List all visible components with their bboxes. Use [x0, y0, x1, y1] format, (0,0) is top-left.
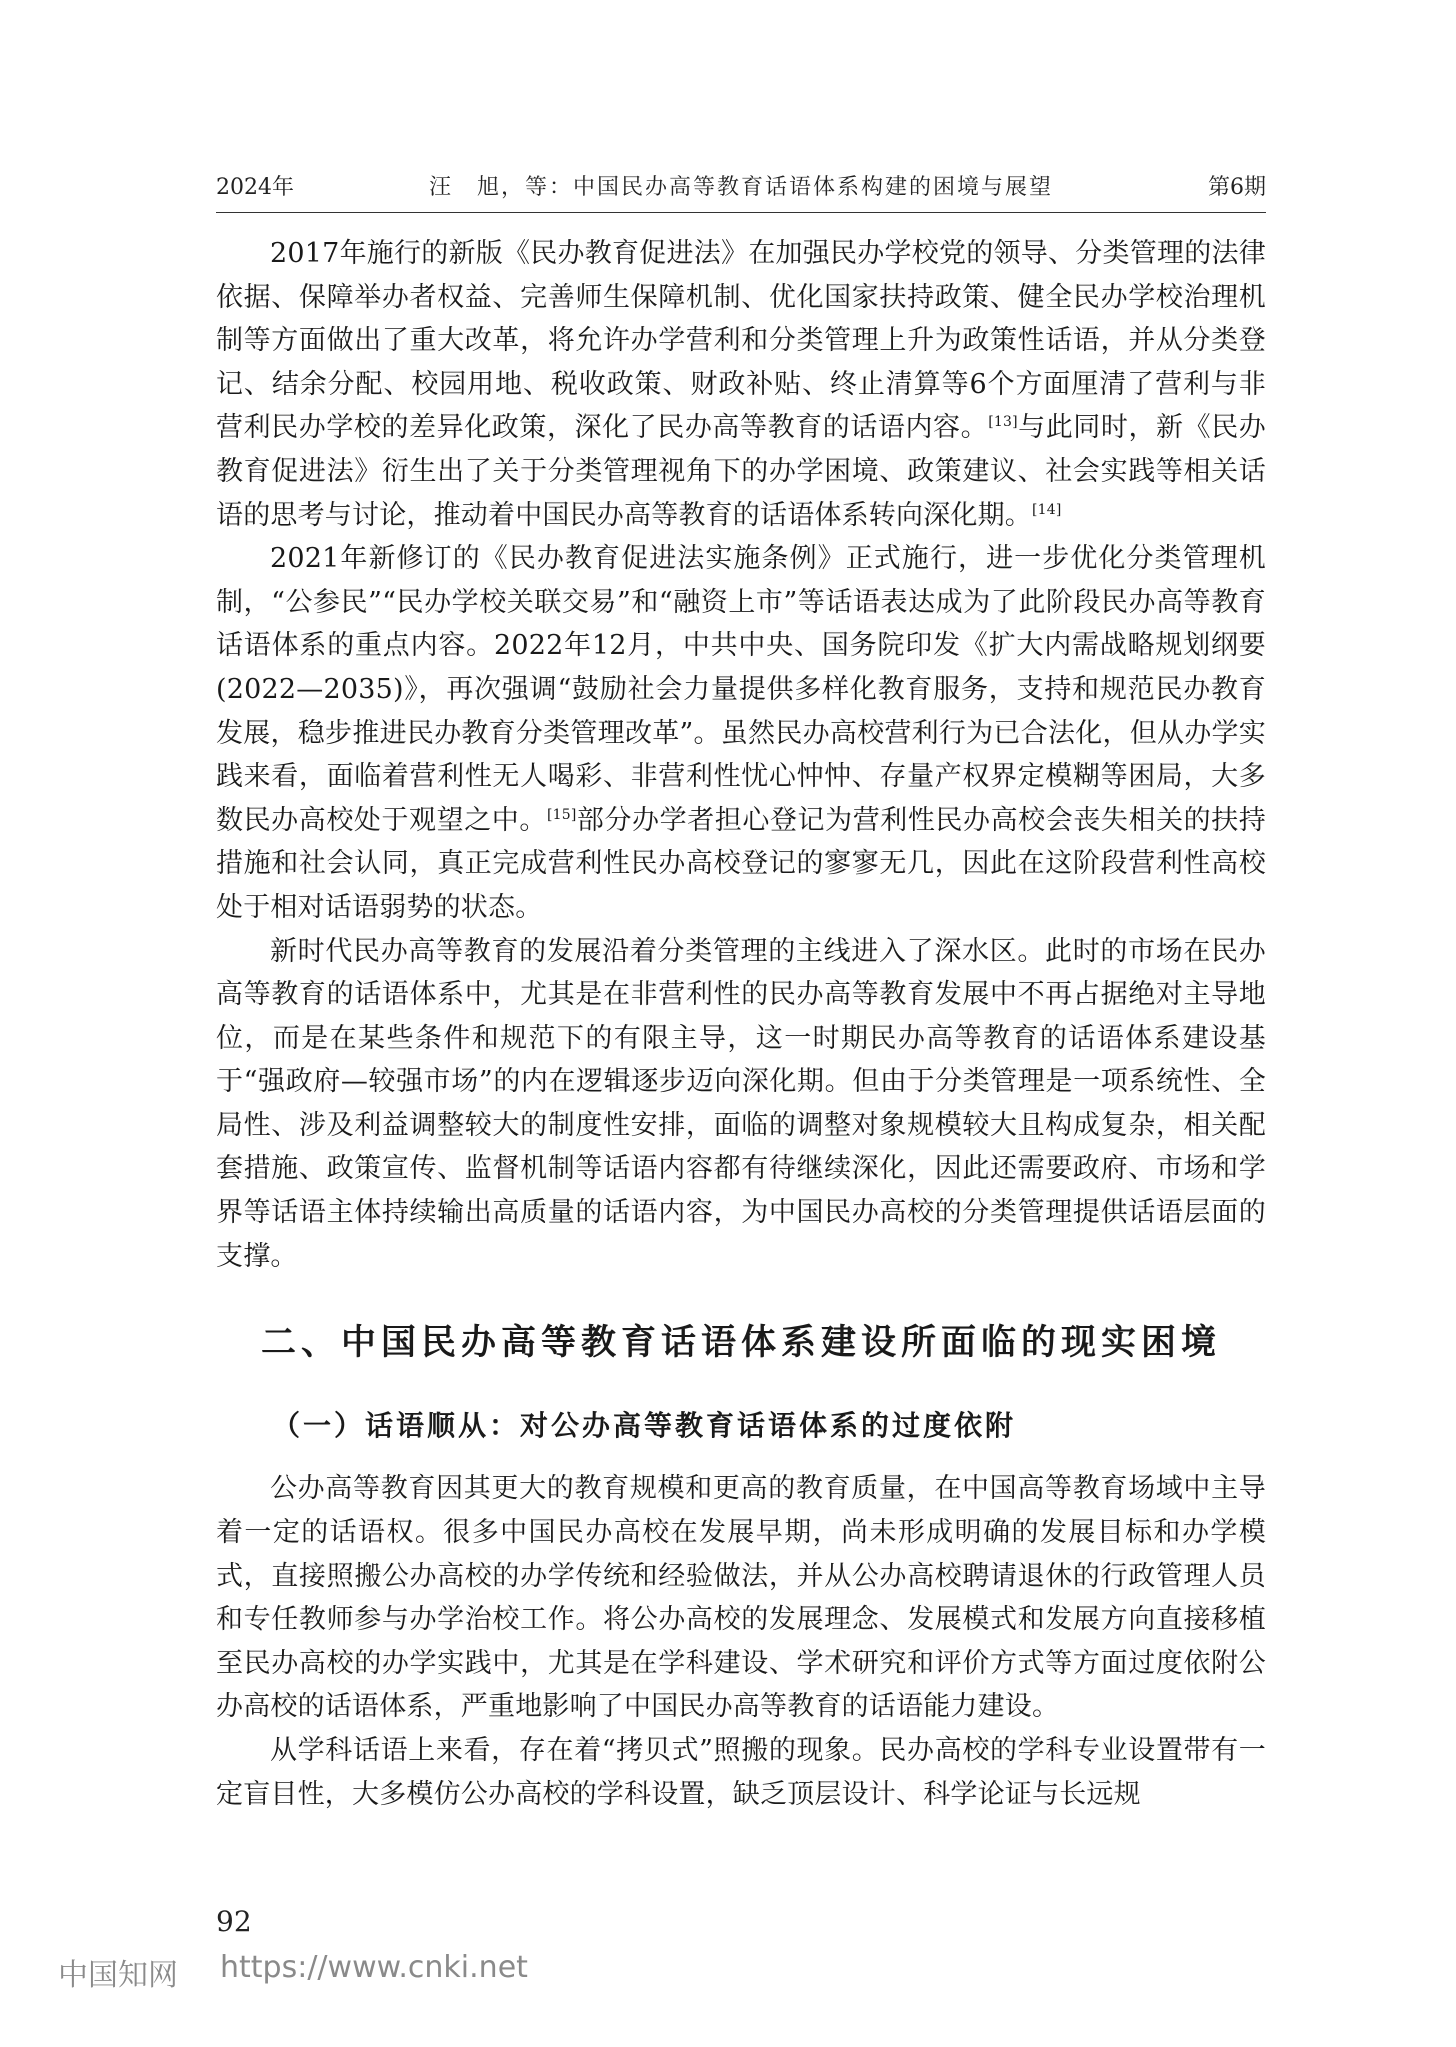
subsection-heading: （一）话语顺从：对公办高等教育话语体系的过度依附	[272, 1408, 1017, 1442]
citation-13: [13]	[988, 414, 1018, 431]
header-title: 汪 旭，等：中国民办高等教育话语体系构建的困境与展望	[428, 175, 1053, 200]
paragraph-1	[216, 232, 1266, 537]
paragraph-text: 2021年新修订的《民办教育促进法实施条例》正式施行，进一步优化分类管理机制，“公参民”“民办学校关联交易”和“融资上市”等话语表达成为了此阶段民办高等教育话语体系的重点内容。2022年12月，中共中央、国务院印发《扩大内需战略规划纲要(2022—2035)》，再次强调“鼓励社会力量提供多样化教育服务，支持和规范民办教育发展，稳步推进民办教育分类管理改革”。虽然民办高校营利行为已合法化，但从办学实践来看，面临着营利性无人喝彩、非营利性忧心忡忡、存量产权界定模糊等困局，大多数民办高校处于观望之中。	[216, 543, 1266, 836]
header-year: 2024年	[216, 175, 294, 200]
cnki-watermark	[58, 1950, 528, 1994]
section-heading: 二、中国民办高等教育话语体系建设所面临的现实困境	[260, 1323, 1221, 1364]
paragraph-text: 2017年施行的新版《民办教育促进法》在加强民办学校党的领导、分类管理的法律依据、保障举办者权益、完善师生保障机制、优化国家扶持政策、健全民办学校治理机制等方面做出了重大改革，将允许办学营利和分类管理上升为政策性话语，并从分类登记、结余分配、校园用地、税收政策、财政补贴、终止清算等6个方面厘清了营利与非营利民办学校的差异化政策，深化了民办高等教育的话语内容。	[216, 238, 1266, 444]
paragraph-2	[216, 537, 1266, 929]
paragraph-5: 从学科话语上来看，存在着“拷贝式”照搬的现象。民办高校的学科专业设置带有一定盲目性，大多模仿公办高校的学科设置，缺乏顶层设计、科学论证与长远规	[216, 1735, 1266, 1810]
paragraph-text: 新时代民办高等教育的发展沿着分类管理的主线进入了深水区。此时的市场在民办高等教育的话语体系中，尤其是在非营利性的民办高等教育发展中不再占据绝对主导地位，而是在某些条件和规范下的有限主导，这一时期民办高等教育的话语体系建设基于“强政府—较强市场”的内在逻辑逐步迈向深化期。但由于分类管理是一项系统性、全局性、涉及利益调整较大的制度性安排，面临的调整对象规模较大且构成复杂，相关配套措施、政策宣传、监督机制等话语内容都有待继续深化，因此还需要政府、市场和学界等话语主体持续输出高质量的话语内容，为中国民办高校的分类管理提供话语层面的支撑。	[216, 935, 1266, 1272]
page-number: 92	[216, 1905, 252, 1938]
watermark-brand: 中国知网	[58, 1958, 178, 1993]
citation-14: [14]	[1032, 501, 1062, 518]
watermark-url: https://www.cnki.net	[220, 1950, 528, 1985]
paragraph-4: 公办高等教育因其更大的教育规模和更高的教育质量，在中国高等教育场域中主导着一定的话语权。很多中国民办高校在发展早期，尚未形成明确的发展目标和办学模式，直接照搬公办高校的办学传统和经验做法，并从公办高校聘请退休的行政管理人员和专任教师参与办学治校工作。将公办高校的发展理念、发展模式和发展方向直接移植至民办高校的办学实践中，尤其是在学科建设、学术研究和评价方式等方面过度依附公办高校的话语体系，严重地影响了中国民办高等教育的话语能力建设。	[216, 1473, 1266, 1723]
paragraph-text: 部分办学者担心登记为营利性民办高校会丧失相关的扶持措施和社会认同，真正完成营利性民办高校登记的寥寥无几，因此在这阶段营利性高校处于相对话语弱势的状态。	[216, 804, 1267, 923]
paragraph-3	[216, 930, 1266, 1279]
paragraph-text: 与此同时，新《民办教育促进法》衍生出了关于分类管理视角下的办学困境、政策建议、社会实践等相关话语的思考与讨论，推动着中国民办高等教育的话语体系转向深化期。	[216, 412, 1266, 531]
article-body	[216, 232, 1266, 1816]
citation-15: [15]	[546, 806, 577, 823]
header-issue: 第6期	[1208, 175, 1266, 200]
header-divider	[216, 212, 1266, 213]
